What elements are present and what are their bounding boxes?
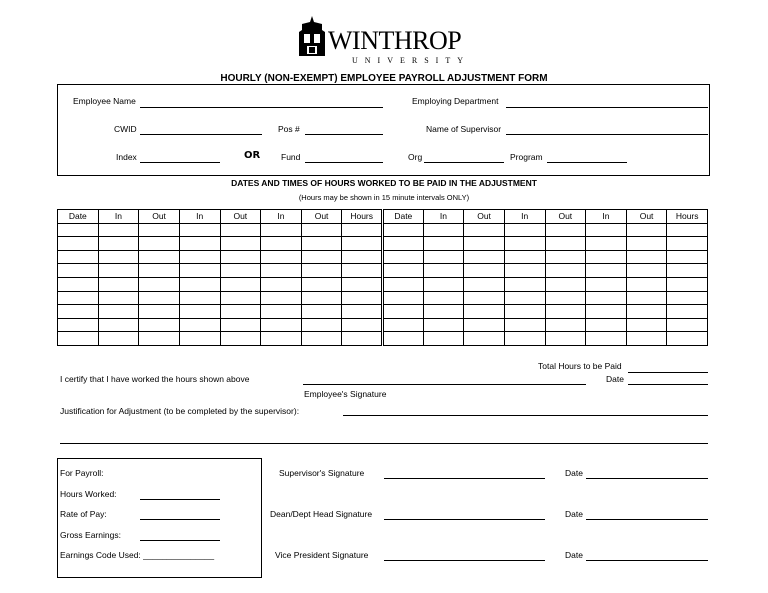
supervisor-date-field[interactable] bbox=[586, 478, 708, 479]
table-cell[interactable] bbox=[261, 332, 302, 346]
table-cell[interactable] bbox=[423, 318, 464, 332]
table-cell[interactable] bbox=[423, 250, 464, 264]
fund-label: Fund bbox=[281, 152, 301, 162]
table-cell[interactable] bbox=[58, 305, 99, 319]
table-cell[interactable] bbox=[504, 250, 545, 264]
table-row bbox=[58, 250, 708, 264]
table-cell[interactable] bbox=[545, 291, 586, 305]
table-cell[interactable] bbox=[220, 305, 261, 319]
table-header-row bbox=[58, 210, 708, 224]
dean-signature-label: Dean/Dept Head Signature bbox=[270, 509, 373, 519]
table-cell[interactable] bbox=[261, 291, 302, 305]
employee-signature-field[interactable] bbox=[303, 384, 586, 385]
table-cell[interactable] bbox=[301, 250, 342, 264]
table-cell[interactable] bbox=[261, 318, 302, 332]
table-cell[interactable] bbox=[667, 264, 708, 278]
justification-label: Justification for Adjustment (to be completed by the supervisor): bbox=[60, 406, 300, 416]
table-cell[interactable] bbox=[545, 223, 586, 237]
table-cell[interactable] bbox=[423, 305, 464, 319]
rate-of-pay-label: Rate of Pay: bbox=[60, 509, 107, 519]
table-cell[interactable] bbox=[545, 318, 586, 332]
table-cell[interactable] bbox=[342, 223, 383, 237]
employee-signature-label: Employee's Signature bbox=[304, 389, 387, 399]
total-hours-label: Total Hours to be Paid bbox=[538, 361, 622, 371]
table-cell[interactable] bbox=[504, 264, 545, 278]
employee-name-field[interactable] bbox=[140, 107, 383, 108]
table-cell[interactable] bbox=[261, 250, 302, 264]
table-cell[interactable] bbox=[58, 318, 99, 332]
table-cell[interactable] bbox=[179, 223, 220, 237]
index-field[interactable] bbox=[140, 162, 220, 163]
table-cell[interactable] bbox=[179, 264, 220, 278]
table-cell[interactable] bbox=[545, 250, 586, 264]
index-label: Index bbox=[116, 152, 137, 162]
table-cell[interactable] bbox=[342, 332, 383, 346]
table-cell[interactable] bbox=[626, 277, 667, 291]
table-cell[interactable] bbox=[261, 223, 302, 237]
hours-table bbox=[57, 209, 708, 346]
table-cell[interactable] bbox=[261, 264, 302, 278]
supervisor-signature-label: Supervisor's Signature bbox=[279, 468, 365, 478]
table-cell[interactable] bbox=[626, 318, 667, 332]
table-cell[interactable] bbox=[626, 332, 667, 346]
column-header: Out bbox=[301, 210, 342, 224]
table-cell[interactable] bbox=[626, 291, 667, 305]
table-cell[interactable] bbox=[139, 237, 180, 251]
table-cell[interactable] bbox=[586, 264, 627, 278]
table-cell[interactable] bbox=[504, 223, 545, 237]
or-label: OR bbox=[244, 150, 261, 161]
certify-date-label: Date bbox=[606, 374, 624, 384]
table-cell[interactable] bbox=[545, 264, 586, 278]
table-cell[interactable] bbox=[179, 318, 220, 332]
table-cell[interactable] bbox=[98, 237, 139, 251]
vp-date-label: Date bbox=[565, 550, 583, 560]
table-cell[interactable] bbox=[58, 250, 99, 264]
fund-field[interactable] bbox=[305, 162, 383, 163]
table-cell[interactable] bbox=[423, 223, 464, 237]
cwid-label: CWID bbox=[114, 124, 137, 134]
column-header: Out bbox=[626, 210, 667, 224]
table-row bbox=[58, 277, 708, 291]
table-cell[interactable] bbox=[423, 332, 464, 346]
table-cell[interactable] bbox=[301, 291, 342, 305]
table-cell[interactable] bbox=[383, 291, 424, 305]
table-cell[interactable] bbox=[383, 305, 424, 319]
table-cell[interactable] bbox=[383, 237, 424, 251]
table-cell[interactable] bbox=[667, 250, 708, 264]
vp-signature-field[interactable] bbox=[384, 560, 545, 561]
for-payroll-label: For Payroll: bbox=[60, 468, 104, 478]
table-cell[interactable] bbox=[626, 237, 667, 251]
table-cell[interactable] bbox=[586, 332, 627, 346]
gross-earnings-field[interactable] bbox=[140, 540, 220, 541]
table-row bbox=[58, 332, 708, 346]
pos-field[interactable] bbox=[305, 134, 383, 135]
earnings-code-label: Earnings Code Used: _______________ bbox=[60, 550, 215, 560]
gross-earnings-label: Gross Earnings: bbox=[60, 530, 121, 540]
column-header: Date bbox=[58, 210, 99, 224]
column-header: Hours bbox=[342, 210, 383, 224]
table-cell[interactable] bbox=[58, 332, 99, 346]
table-cell[interactable] bbox=[139, 250, 180, 264]
table-cell[interactable] bbox=[464, 223, 505, 237]
table-cell[interactable] bbox=[261, 305, 302, 319]
table-cell[interactable] bbox=[667, 318, 708, 332]
cwid-field[interactable] bbox=[140, 134, 262, 135]
table-cell[interactable] bbox=[423, 291, 464, 305]
table-cell[interactable] bbox=[667, 223, 708, 237]
table-row bbox=[58, 305, 708, 319]
table-cell[interactable] bbox=[586, 305, 627, 319]
table-cell[interactable] bbox=[139, 318, 180, 332]
pos-label: Pos # bbox=[278, 124, 300, 134]
table-row bbox=[58, 223, 708, 237]
certify-statement: I certify that I have worked the hours shown above bbox=[60, 374, 250, 384]
table-cell[interactable] bbox=[342, 291, 383, 305]
table-cell[interactable] bbox=[383, 264, 424, 278]
justification-field-2[interactable] bbox=[60, 443, 708, 444]
table-cell[interactable] bbox=[220, 318, 261, 332]
table-row bbox=[58, 237, 708, 251]
table-cell[interactable] bbox=[383, 223, 424, 237]
table-cell[interactable] bbox=[545, 305, 586, 319]
column-header: In bbox=[504, 210, 545, 224]
table-cell[interactable] bbox=[464, 250, 505, 264]
table-cell[interactable] bbox=[220, 332, 261, 346]
hours-worked-label: Hours Worked: bbox=[60, 489, 117, 499]
table-cell[interactable] bbox=[98, 291, 139, 305]
table-cell[interactable] bbox=[342, 277, 383, 291]
table-cell[interactable] bbox=[261, 237, 302, 251]
table-cell[interactable] bbox=[464, 291, 505, 305]
vp-signature-label: Vice President Signature bbox=[275, 550, 369, 560]
logo-subtitle: UNIVERSITY bbox=[352, 56, 470, 65]
table-cell[interactable] bbox=[464, 277, 505, 291]
table-cell[interactable] bbox=[586, 277, 627, 291]
table-cell[interactable] bbox=[423, 237, 464, 251]
table-cell[interactable] bbox=[220, 277, 261, 291]
table-cell[interactable] bbox=[220, 264, 261, 278]
supervisor-signature-field[interactable] bbox=[384, 478, 545, 479]
table-cell[interactable] bbox=[383, 277, 424, 291]
table-cell[interactable] bbox=[261, 277, 302, 291]
table-cell[interactable] bbox=[464, 237, 505, 251]
column-header: In bbox=[423, 210, 464, 224]
table-cell[interactable] bbox=[504, 291, 545, 305]
table-cell[interactable] bbox=[301, 223, 342, 237]
table-cell[interactable] bbox=[545, 277, 586, 291]
table-cell[interactable] bbox=[626, 305, 667, 319]
table-cell[interactable] bbox=[586, 250, 627, 264]
dean-signature-field[interactable] bbox=[384, 519, 545, 520]
logo-wordmark: WINTHROP bbox=[328, 26, 462, 55]
table-cell[interactable] bbox=[342, 237, 383, 251]
column-header: Out bbox=[545, 210, 586, 224]
table-cell[interactable] bbox=[383, 318, 424, 332]
table-cell[interactable] bbox=[98, 318, 139, 332]
table-cell[interactable] bbox=[667, 305, 708, 319]
name-of-supervisor-label: Name of Supervisor bbox=[426, 124, 502, 134]
table-cell[interactable] bbox=[504, 332, 545, 346]
table-cell[interactable] bbox=[301, 237, 342, 251]
table-cell[interactable] bbox=[383, 250, 424, 264]
program-field[interactable] bbox=[547, 162, 627, 163]
total-hours-field[interactable] bbox=[628, 372, 708, 373]
table-cell[interactable] bbox=[423, 277, 464, 291]
column-header: In bbox=[586, 210, 627, 224]
table-row bbox=[58, 264, 708, 278]
table-cell[interactable] bbox=[98, 332, 139, 346]
table-cell[interactable] bbox=[98, 223, 139, 237]
hours-worked-field[interactable] bbox=[140, 499, 220, 500]
table-cell[interactable] bbox=[139, 223, 180, 237]
employee-name-label: Employee Name bbox=[73, 96, 136, 106]
column-header: In bbox=[98, 210, 139, 224]
table-cell[interactable] bbox=[342, 305, 383, 319]
table-cell[interactable] bbox=[626, 264, 667, 278]
table-cell[interactable] bbox=[179, 250, 220, 264]
crest-icon bbox=[298, 16, 326, 60]
justification-field-1[interactable] bbox=[343, 415, 708, 416]
table-cell[interactable] bbox=[504, 277, 545, 291]
hours-section-title: DATES AND TIMES OF HOURS WORKED TO BE PAID IN THE ADJUSTMENT bbox=[231, 178, 537, 188]
table-cell[interactable] bbox=[301, 305, 342, 319]
table-cell[interactable] bbox=[464, 264, 505, 278]
table-cell[interactable] bbox=[504, 305, 545, 319]
table-cell[interactable] bbox=[179, 332, 220, 346]
table-cell[interactable] bbox=[301, 318, 342, 332]
column-header: Date bbox=[383, 210, 424, 224]
table-cell[interactable] bbox=[586, 223, 627, 237]
table-cell[interactable] bbox=[58, 264, 99, 278]
supervisor-date-label: Date bbox=[565, 468, 583, 478]
table-cell[interactable] bbox=[504, 318, 545, 332]
table-cell[interactable] bbox=[464, 318, 505, 332]
table-cell[interactable] bbox=[464, 305, 505, 319]
table-cell[interactable] bbox=[586, 291, 627, 305]
table-cell[interactable] bbox=[667, 237, 708, 251]
table-cell[interactable] bbox=[301, 264, 342, 278]
table-cell[interactable] bbox=[139, 305, 180, 319]
table-cell[interactable] bbox=[464, 332, 505, 346]
column-header: In bbox=[179, 210, 220, 224]
org-field[interactable] bbox=[424, 162, 504, 163]
hours-section-note: (Hours may be shown in 15 minute intervals ONLY) bbox=[298, 193, 470, 202]
table-cell[interactable] bbox=[586, 318, 627, 332]
employing-department-label: Employing Department bbox=[412, 96, 499, 106]
table-cell[interactable] bbox=[139, 264, 180, 278]
table-cell[interactable] bbox=[98, 264, 139, 278]
table-cell[interactable] bbox=[626, 223, 667, 237]
university-logo bbox=[296, 16, 476, 64]
table-cell[interactable] bbox=[667, 291, 708, 305]
table-cell[interactable] bbox=[220, 250, 261, 264]
table-cell[interactable] bbox=[383, 332, 424, 346]
table-cell[interactable] bbox=[545, 332, 586, 346]
org-label: Org bbox=[408, 152, 423, 162]
table-cell[interactable] bbox=[423, 264, 464, 278]
table-cell[interactable] bbox=[220, 291, 261, 305]
table-cell[interactable] bbox=[301, 277, 342, 291]
table-cell[interactable] bbox=[220, 237, 261, 251]
table-cell[interactable] bbox=[98, 305, 139, 319]
table-cell[interactable] bbox=[667, 332, 708, 346]
table-cell[interactable] bbox=[667, 277, 708, 291]
column-header: Out bbox=[464, 210, 505, 224]
table-cell[interactable] bbox=[342, 250, 383, 264]
form-title: HOURLY (NON-EXEMPT) EMPLOYEE PAYROLL ADJUSTMENT FORM bbox=[220, 73, 548, 84]
table-cell[interactable] bbox=[220, 223, 261, 237]
table-cell[interactable] bbox=[58, 277, 99, 291]
certify-date-field[interactable] bbox=[628, 384, 708, 385]
table-cell[interactable] bbox=[139, 291, 180, 305]
table-cell[interactable] bbox=[342, 318, 383, 332]
table-cell[interactable] bbox=[179, 237, 220, 251]
dean-date-field[interactable] bbox=[586, 519, 708, 520]
name-of-supervisor-field[interactable] bbox=[506, 134, 708, 135]
vp-date-field[interactable] bbox=[586, 560, 708, 561]
table-cell[interactable] bbox=[58, 237, 99, 251]
table-cell[interactable] bbox=[139, 332, 180, 346]
table-cell[interactable] bbox=[504, 237, 545, 251]
table-cell[interactable] bbox=[301, 332, 342, 346]
table-cell[interactable] bbox=[586, 237, 627, 251]
table-cell[interactable] bbox=[98, 277, 139, 291]
column-header: Out bbox=[139, 210, 180, 224]
dean-date-label: Date bbox=[565, 509, 583, 519]
table-cell[interactable] bbox=[626, 250, 667, 264]
table-cell[interactable] bbox=[179, 305, 220, 319]
table-cell[interactable] bbox=[98, 250, 139, 264]
table-cell[interactable] bbox=[545, 237, 586, 251]
table-cell[interactable] bbox=[139, 277, 180, 291]
employing-department-field[interactable] bbox=[506, 107, 708, 108]
table-cell[interactable] bbox=[179, 277, 220, 291]
column-header: Hours bbox=[667, 210, 708, 224]
table-row bbox=[58, 318, 708, 332]
table-cell[interactable] bbox=[58, 223, 99, 237]
table-row bbox=[58, 291, 708, 305]
column-header: Out bbox=[220, 210, 261, 224]
table-cell[interactable] bbox=[179, 291, 220, 305]
program-label: Program bbox=[510, 152, 543, 162]
rate-of-pay-field[interactable] bbox=[140, 519, 220, 520]
table-cell[interactable] bbox=[58, 291, 99, 305]
table-cell[interactable] bbox=[342, 264, 383, 278]
column-header: In bbox=[261, 210, 302, 224]
